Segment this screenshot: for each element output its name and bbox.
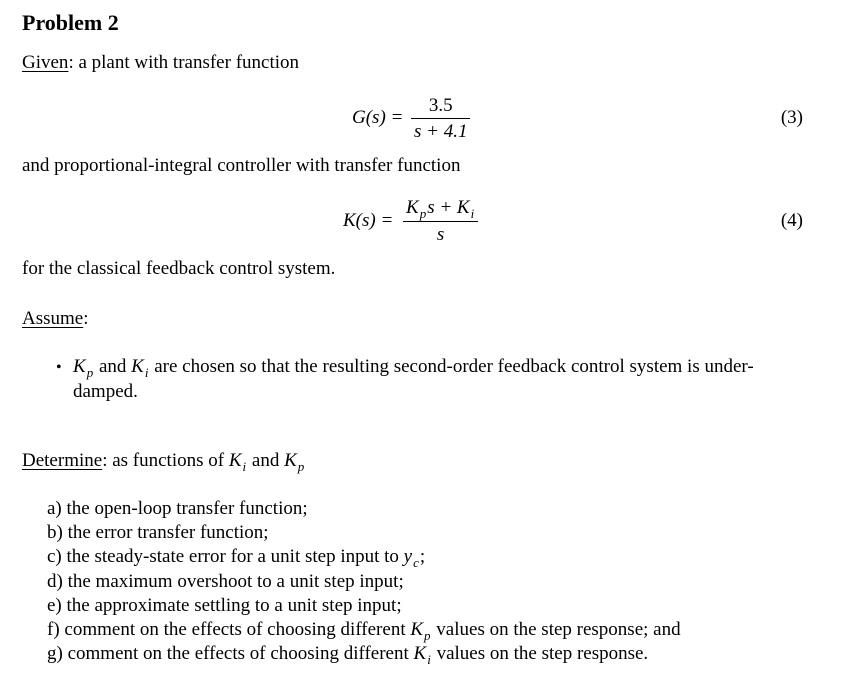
eq4-kp: K [406, 197, 419, 218]
assume-ki: K [131, 356, 144, 377]
given-line [22, 52, 299, 74]
eq4-kp-sub: p [419, 206, 427, 221]
eq4-lhs: K(s) = [343, 210, 394, 231]
eq3-number: (3) [780, 107, 803, 128]
determine-kp: K [284, 450, 297, 471]
eq4-number: (4) [780, 210, 803, 231]
assume-rest-line1: are chosen so that the resulting second-order feedback control system is under- [149, 356, 754, 377]
eq4-numerator [403, 196, 478, 221]
eq4-num-mid: s + K [427, 197, 470, 218]
assume-ki-sub: i [144, 365, 149, 380]
eq4-denominator: s [436, 224, 445, 245]
list-item: a) the open-loop transfer function; [47, 498, 308, 519]
determine-line [22, 450, 305, 472]
given-text: : a plant with transfer function [68, 52, 300, 73]
assume-kp-sub: p [86, 365, 94, 380]
system-text: for the classical feedback control system. [22, 258, 336, 279]
assume-colon: : [83, 308, 89, 329]
eq3-numerator: 3.5 [428, 95, 453, 116]
assume-bullet-line1 [73, 356, 803, 378]
eq4-fraction [403, 196, 478, 248]
bullet-icon: • [56, 359, 62, 376]
problem-title: Problem 2 [22, 10, 119, 35]
determine-kp-sub: p [297, 459, 305, 474]
assume-and: and [94, 356, 132, 377]
list-item: b) the error transfer function; [47, 522, 269, 543]
list-item: c) the steady-state error for a unit step input to $y_c$; [47, 546, 426, 570]
list-item: f) comment on the effects of choosing different $K_p$ values on the step response; and [47, 619, 681, 643]
assume-label: Assume [22, 308, 84, 329]
determine-ki: K [228, 450, 242, 471]
assume-kp: K [73, 356, 86, 377]
controller-text: and proportional-integral controller with transfer function [22, 155, 461, 176]
eq4-ki-sub: i [470, 206, 475, 221]
list-item: d) the maximum overshoot to a unit step input; [47, 571, 404, 592]
eq3-denominator: s + 4.1 [414, 121, 468, 142]
determine-ki-sub: i [242, 459, 247, 474]
eq3-lhs: G(s) = [352, 107, 404, 128]
assume-bullet-line2: damped. [73, 381, 138, 402]
given-label: Given [22, 52, 69, 73]
eq3-fraction [411, 94, 470, 145]
list-item: g) comment on the effects of choosing different $K_i$ values on the step response. [47, 643, 649, 667]
assume-line [22, 308, 89, 330]
determine-text: : as functions of [102, 450, 229, 471]
determine-and: and [247, 450, 285, 471]
determine-label: Determine [22, 450, 103, 471]
list-item: e) the approximate settling to a unit step input; [47, 595, 402, 616]
